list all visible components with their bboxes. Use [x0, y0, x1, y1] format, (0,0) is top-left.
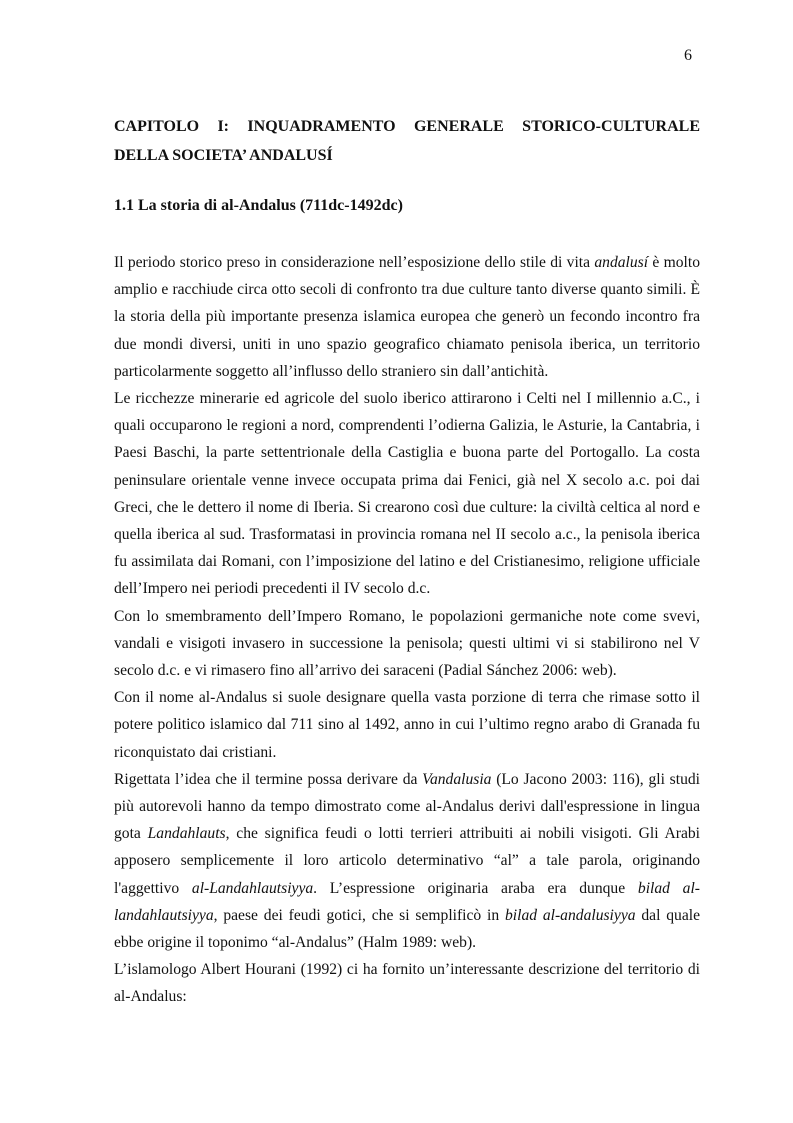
- paragraph-5-part-k: dal quale ebbe origine il toponimo “al-Andalus” (Halm 1989: web).: [114, 906, 700, 952]
- chapter-title-line-1: CAPITOLO I: INQUADRAMENTO GENERALE STORICO-CULTURALE: [114, 118, 700, 135]
- paragraph-5-part-e: , che significa feudi o lotti terrieri attribuiti ai nobili visigoti. Gli Arabi apposero semplicemente il loro articolo determinativo “al” a tale parola, originando l'aggettivo: [114, 825, 701, 897]
- body-text: [114, 249, 700, 1011]
- paragraph-1: [114, 249, 700, 385]
- paragraph-5-italic-bilad-al-andalusiyya: bilad al-andalusiyya: [504, 906, 636, 924]
- paragraph-5-part-a: Rigettata l’idea che il termine possa derivare da: [114, 770, 423, 788]
- paragraph-1-part-a: Il periodo storico preso in considerazione nell’esposizione dello stile di vita: [114, 254, 595, 271]
- chapter-title-line-2: DELLA SOCIETA’ ANDALUSÍ: [114, 147, 333, 164]
- paragraph-5-part-g: . L’espressione originaria araba era dunque: [313, 879, 638, 897]
- paragraph-1-part-c: è molto amplio e racchiude circa otto secoli di confronto tra due culture tanto diverse quanto simili. È la storia della più importante presenza islamica europea che generò un fecondo incontro fra due mondi diversi, uniti in uno spazio geografico chiamato penisola iberica, un territorio particolarmente soggetto all’influsso dello straniero sin dall’antichità.: [114, 254, 700, 380]
- paragraph-5-italic-al-landahlautsiyya: al-Landahlautsiyya: [191, 879, 314, 897]
- paragraph-5-italic-vandalusia: Vandalusia: [422, 770, 492, 788]
- paragraph-1-italic-term: andalusí: [594, 254, 649, 271]
- paragraph-5-part-c: (Lo Jacono 2003: 116), gli studi più autorevoli hanno da tempo dimostrato come al-Andalus derivi dall'espressione in lingua gota: [114, 770, 700, 843]
- paragraph-6: L’islamologo Albert Hourani (1992) ci ha fornito un’interessante descrizione del territorio di al-Andalus:: [114, 961, 700, 1006]
- paragraph-2: Le ricchezze minerarie ed agricole del suolo iberico attirarono i Celti nel I millennio a.C., i quali occuparono le regioni a nord, comprendenti l’odierna Galizia, le Asturie, la Cantabria, i Paesi Baschi, la parte settentrionale della Castiglia e buona parte del Portogallo. La costa peninsulare orientale venne invece occupata prima dai Fenici, già nel X secolo a.c. poi dai Greci, che le dettero il nome di Iberia. Si crearono così due culture: la civiltà celtica al nord e quella iberica al sud. Trasformatasi in provincia romana nel II secolo a.c., la penisola iberica fu assimilata dai Romani, con l’imposizione del latino e del Cristianesimo, religione ufficiale dell’Impero nei periodi precedenti il IV secolo d.c.: [114, 390, 700, 598]
- paragraph-5-part-i: , paese dei feudi gotici, che si semplificò in: [213, 906, 505, 924]
- paragraph-4: Con il nome al-Andalus si suole designare quella vasta porzione di terra che rimase sotto il potere politico islamico dal 711 sino al 1492, anno in cui l’ultimo regno arabo di Granada fu riconquistato dai cristiani.: [114, 689, 700, 761]
- paragraph-5-italic-landahlauts: Landahlauts: [147, 825, 226, 843]
- paragraph-5: [114, 766, 700, 956]
- paragraph-5-italic-bilad-al-landahlautsiyya: bilad al-landahlautsiyya: [114, 879, 700, 924]
- paragraph-3: Con lo smembramento dell’Impero Romano, le popolazioni germaniche note come svevi, vandali e visigoti invasero in successione la penisola; questi ultimi vi si stabilirono nel V secolo d.c. e vi rimasero fino all’arrivo dei saraceni (Padial Sánchez 2006: web).: [114, 607, 700, 680]
- page-number: 6: [684, 47, 692, 64]
- section-title: 1.1 La storia di al-Andalus (711dc-1492dc): [114, 197, 403, 214]
- chapter-title: [114, 112, 700, 170]
